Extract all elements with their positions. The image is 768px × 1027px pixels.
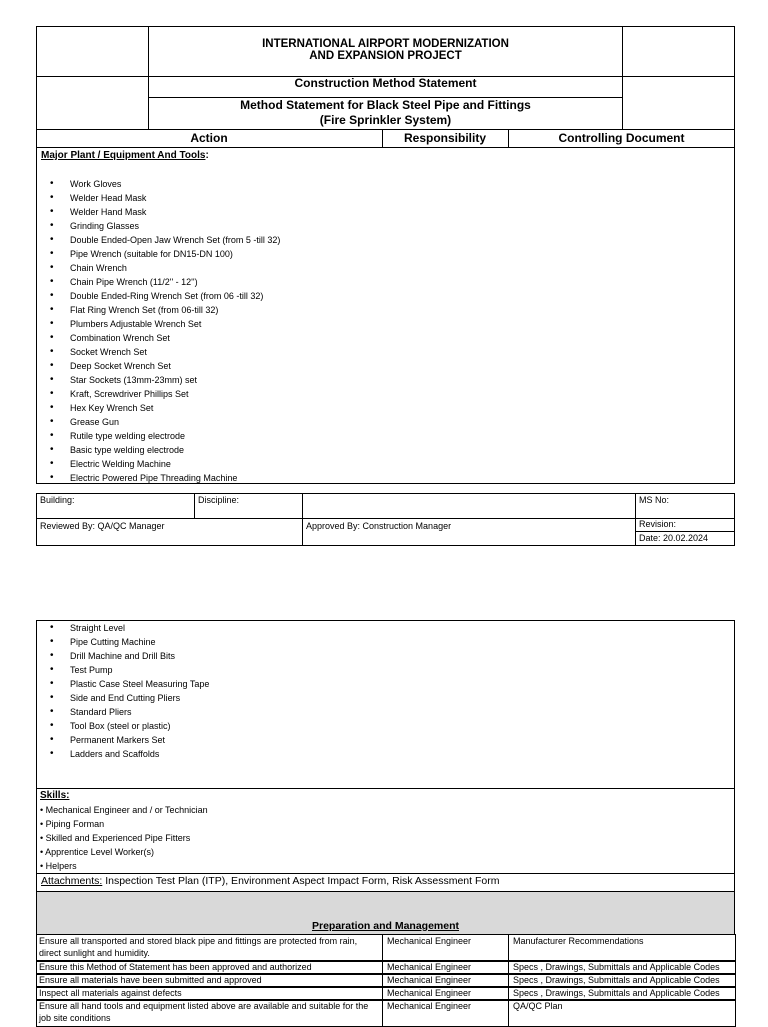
equipment-item: • Electric Powered Pipe Threading Machine — [36, 471, 636, 485]
date-label: Date: 20.02.2024 — [639, 533, 709, 543]
equipment-item: • Star Sockets (13mm-23mm) set — [36, 373, 636, 387]
table-cell-document: Specs , Drawings, Submittals and Applicable Codes — [508, 960, 736, 975]
equipment-item: • Electric Welding Machine — [36, 457, 636, 471]
footer-date-divider — [635, 531, 735, 532]
table-cell-action: Ensure all materials have been submitted and approved — [36, 973, 383, 988]
equipment-item: • Rutile type welding electrode — [36, 429, 636, 443]
equipment-item: • Flat Ring Wrench Set (from 06-till 32) — [36, 303, 636, 317]
doc-subject — [148, 98, 623, 128]
table-cell-document: Specs , Drawings, Submittals and Applicable Codes — [508, 986, 736, 1001]
revision-label: Revision: — [639, 519, 677, 529]
attachments-label: Attachments: — [41, 875, 103, 887]
equipment-item: • Side and End Cutting Pliers — [36, 691, 636, 705]
footer-divider-c — [635, 493, 636, 546]
table-cell-action: Ensure all transported and stored black pipe and fittings are protected from rain, direct sunlight and humidity. — [36, 934, 383, 962]
equipment-heading — [41, 149, 209, 162]
equipment-item: • Grease Gun — [36, 415, 636, 429]
table-cell-responsibility: Mechanical Engineer — [382, 960, 509, 975]
equipment-list-page2 — [36, 621, 636, 761]
equipment-item: • Socket Wrench Set — [36, 345, 636, 359]
footer-table — [36, 493, 735, 546]
skill-item: • Mechanical Engineer and / or Technician — [40, 805, 208, 815]
attachments-line — [41, 875, 499, 888]
preparation-heading: Preparation and Management — [311, 920, 460, 932]
reviewed-by: Reviewed By: QA/QC Manager — [40, 521, 165, 531]
equipment-heading-text: Major Plant / Equipment And Tools — [41, 150, 206, 161]
table-cell-action: Ensure this Method of Statement has been approved and authorized — [36, 960, 383, 975]
equipment-item: • Plumbers Adjustable Wrench Set — [36, 317, 636, 331]
equipment-item: • Pipe Wrench (suitable for DN15-DN 100) — [36, 247, 636, 261]
doc-subject-line2: (Fire Sprinkler System) — [319, 113, 452, 127]
table-cell-responsibility: Mechanical Engineer — [382, 973, 509, 988]
equipment-list-page1 — [36, 177, 636, 485]
skill-item: • Skilled and Experienced Pipe Fitters — [40, 833, 191, 843]
approved-by: Approved By: Construction Manager — [306, 521, 452, 531]
equipment-item: • Double Ended-Ring Wrench Set (from 06 -till 32) — [36, 289, 636, 303]
equipment-heading-colon: : — [205, 150, 209, 161]
footer-divider-a — [194, 493, 195, 518]
footer-divider-b — [302, 493, 303, 546]
equipment-item: • Kraft, Screwdriver Phillips Set — [36, 387, 636, 401]
equipment-item: • Work Gloves — [36, 177, 636, 191]
col-controlling-document: Controlling Document — [558, 131, 685, 145]
equipment-item: • Deep Socket Wrench Set — [36, 359, 636, 373]
equipment-item: • Welder Head Mask — [36, 191, 636, 205]
col-action: Action — [190, 131, 228, 145]
project-title-line1: INTERNATIONAL AIRPORT MODERNIZATION — [262, 38, 509, 50]
table-cell-action: Ensure all hand tools and equipment listed above are available and suitable for the job site conditions — [36, 999, 383, 1027]
equipment-item: • Test Pump — [36, 663, 636, 677]
discipline-label: Discipline: — [198, 495, 240, 505]
skill-item: • Piping Forman — [40, 819, 105, 829]
ms-no-label: MS No: — [639, 495, 670, 505]
equipment-item: • Pipe Cutting Machine — [36, 635, 636, 649]
doc-subject-line1: Method Statement for Black Steel Pipe and Fittings — [240, 98, 531, 112]
equipment-item: • Drill Machine and Drill Bits — [36, 649, 636, 663]
table-cell-document: Specs , Drawings, Submittals and Applicable Codes — [508, 973, 736, 988]
project-title-line2: AND EXPANSION PROJECT — [309, 50, 462, 62]
equipment-item: • Chain Pipe Wrench (11/2'' - 12'') — [36, 275, 636, 289]
building-label: Building: — [40, 495, 75, 505]
table-cell-document: Manufacturer Recommendations — [508, 934, 736, 962]
table-cell-action: Inspect all materials against defects — [36, 986, 383, 1001]
equipment-item: • Hex Key Wrench Set — [36, 401, 636, 415]
table-cell-document: QA/QC Plan — [508, 999, 736, 1027]
equipment-item: • Welder Hand Mask — [36, 205, 636, 219]
equipment-item: • Grinding Glasses — [36, 219, 636, 233]
equipment-item: • Permanent Markers Set — [36, 733, 636, 747]
skill-item: • Apprentice Level Worker(s) — [40, 847, 155, 857]
equipment-item: • Plastic Case Steel Measuring Tape — [36, 677, 636, 691]
equipment-item: • Combination Wrench Set — [36, 331, 636, 345]
skills-list — [40, 803, 208, 873]
equipment-item: • Tool Box (steel or plastic) — [36, 719, 636, 733]
project-title — [148, 38, 623, 62]
footer-row-divider — [36, 518, 735, 519]
header-divider-3 — [36, 129, 735, 130]
equipment-item: • Chain Wrench — [36, 261, 636, 275]
attachments-text: Inspection Test Plan (ITP), Environment Aspect Impact Form, Risk Assessment Form — [102, 875, 500, 887]
table-cell-responsibility: Mechanical Engineer — [382, 986, 509, 1001]
equipment-item: • Ladders and Scaffolds — [36, 747, 636, 761]
equipment-item: • Straight Level — [36, 621, 636, 635]
doc-type: Construction Method Statement — [294, 76, 477, 90]
col-responsibility: Responsibility — [403, 131, 486, 145]
equipment-item: • Standard Pliers — [36, 705, 636, 719]
skills-heading: Skills: — [40, 790, 70, 801]
skill-item: • Helpers — [40, 861, 77, 871]
table-cell-responsibility: Mechanical Engineer — [382, 934, 509, 962]
equipment-item: • Double Ended-Open Jaw Wrench Set (from 5 -till 32) — [36, 233, 636, 247]
table-cell-responsibility: Mechanical Engineer — [382, 999, 509, 1027]
equipment-item: • Basic type welding electrode — [36, 443, 636, 457]
